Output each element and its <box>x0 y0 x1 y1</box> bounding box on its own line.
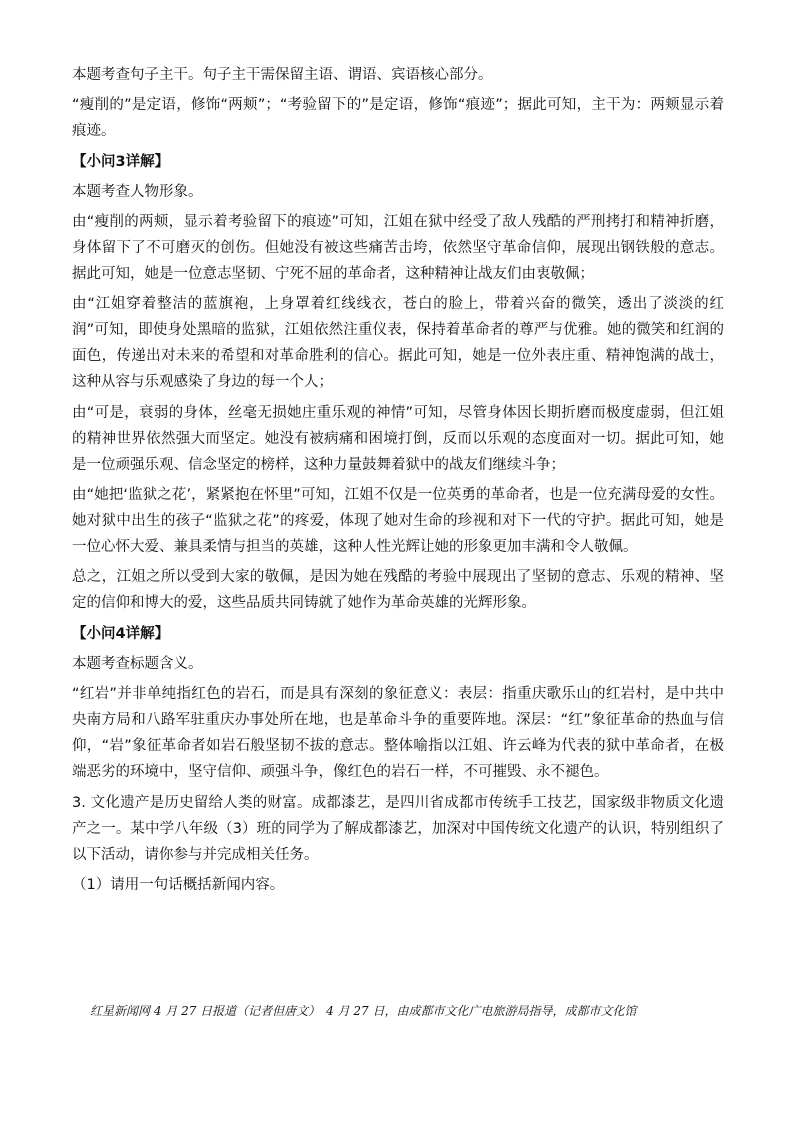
paragraph: “瘦削的”是定语，修饰“两颊”；“考验留下的”是定语，修饰“痕迹”；据此可知，主干为：两颊显示着痕迹。 <box>72 97 724 140</box>
section-heading: 【小问3详解】 <box>72 153 170 170</box>
question-3-1: （1）请用一句话概括新闻内容。 <box>72 876 285 893</box>
paragraph: 由“瘦削的两颊，显示着考验留下的痕迹”可知，江姐在狱中经受了敌人残酷的严刑拷打和精神折磨，身体留下了不可磨灭的创伤。但她没有被这些痛苦击垮，依然坚守革命信仰，展现出钢铁般的意志。据此可知，她是一位意志坚韧、宁死不屈的革命者，这种精神让战友们由衷敬佩； <box>72 214 724 283</box>
paragraph: 由“可是，衰弱的身体，丝毫无损她庄重乐观的神情”可知，尽管身体因长期折磨而极度虚弱，但江姐的精神世界依然强大而坚定。她没有被病痛和困境打倒，反而以乐观的态度面对一切。据此可知，她是一位顽强乐观、信念坚定的榜样，这种力量鼓舞着狱中的战友们继续斗争； <box>72 404 724 473</box>
paragraph: 本题考查标题含义。 <box>72 655 203 672</box>
paragraph: 总之，江姐之所以受到大家的敬佩，是因为她在残酷的考验中展现出了坚韧的意志、乐观的精神、坚定的信仰和博大的爱，这些品质共同铸就了她作为革命英雄的光辉形象。 <box>72 569 724 612</box>
paragraph: 本题考查人物形象。 <box>72 183 203 200</box>
paragraph: 由“她把‘监狱之花’，紧紧抱在怀里”可知，江姐不仅是一位英勇的革命者，也是一位充满母爱的女性。她对狱中出生的孩子“监狱之花”的疼爱，体现了她对生命的珍视和对下一代的守护。据此可知，她是一位心怀大爱、兼具柔情与担当的英雄，这种人性光辉让她的形象更加丰满和令人敬佩。 <box>72 487 724 556</box>
paragraph: 本题考查句子主干。句子主干需保留主语、谓语、宾语核心部分。 <box>72 67 493 83</box>
paragraph: “红岩”并非单纯指红色的岩石，而是具有深刻的象征意义：表层：指重庆歌乐山的红岩村，是中共中央南方局和八路军驻重庆办事处所在地，也是革命斗争的重要阵地。深层：“红”象征革命的热血与信仰，“岩”象征革命者如岩石般坚韧不拔的意志。整体喻指以江姐、许云峰为代表的狱中革命者，在极端恶劣的环境中，坚守信仰、顽强斗争，像红色的岩石一样，不可摧毁、永不褪色。 <box>72 686 724 781</box>
news-excerpt: 红星新闻网 4 月 27 日报道（记者但唐文） 4 月 27 日，由成都市文化广电旅游局指导，成都市文化馆 <box>90 1004 637 1018</box>
section-heading: 【小问4详解】 <box>72 625 170 642</box>
answer-content <box>72 62 724 902</box>
paragraph: 由“江姐穿着整洁的蓝旗袍，上身罩着红线线衣，苍白的脸上，带着兴奋的微笑，透出了淡淡的红润”可知，即使身处黑暗的监狱，江姐依然注重仪表，保持着革命者的尊严与优雅。她的微笑和红润的面色，传递出对未来的希望和对革命胜利的信心。据此可知，她是一位外表庄重、精神饱满的战士，这种从容与乐观感染了身边的每一个人； <box>72 296 724 391</box>
question-3-intro: 3. 文化遗产是历史留给人类的财富。成都漆艺，是四川省成都市传统手工技艺，国家级非物质文化遗产之一。某中学八年级（3）班的同学为了解成都漆艺，加深对中国传统文化遗产的认识，特别组织了以下活动，请你参与并完成相关任务。 <box>72 794 724 863</box>
